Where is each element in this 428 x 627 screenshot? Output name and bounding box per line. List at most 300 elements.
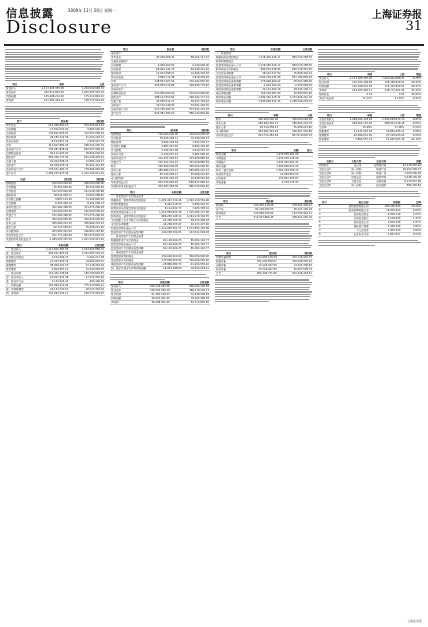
table-cell: 流动负债合计 [110, 156, 148, 160]
table-cell: 1,224,502,668.31 [69, 248, 105, 252]
table-header-cell: 上期 [373, 73, 405, 77]
table-cell: 884,720,338.35 [282, 56, 314, 60]
table-cell: 期末现金余额 [215, 100, 250, 104]
table-cell: 285,664,201.13 [41, 222, 73, 226]
text-line [215, 195, 310, 196]
table-cell: 55.00% [401, 204, 422, 208]
table-cell: 1,122,425.42 [34, 280, 70, 284]
table-cell: 691,230,064.43 [148, 180, 179, 184]
table-cell: 6.59% [405, 134, 422, 138]
table-cell: 财务费用 [318, 138, 341, 142]
table-cell: 投资活动产生的现金流量净额 [110, 246, 155, 250]
table-cell: 应付职工薪酬 [5, 198, 41, 202]
table-row [5, 168, 105, 172]
text-line [215, 110, 312, 111]
table-cell: 165,000,000 [370, 204, 402, 208]
table-cell: 流动资产： [110, 52, 141, 56]
table-cell: 1,002,706,235.95 [250, 76, 281, 80]
table-cell: 5 [318, 220, 330, 224]
table-cell: 管理费用 [5, 264, 34, 268]
text-line [318, 56, 419, 57]
text-line [5, 56, 102, 57]
masthead [4, 3, 424, 43]
table-row [215, 256, 313, 260]
table-cell: 支付的各项税费 [110, 222, 155, 226]
table-cell: 销售费用 [5, 260, 34, 264]
table-header-cell: 项目 [5, 83, 25, 87]
table-cell: 76,205,448.18 [171, 297, 210, 301]
financial-table [215, 252, 313, 276]
table-header-cell: 关联方 [318, 160, 342, 164]
table-cell: 销售商品、提供劳务收到的现金 [110, 198, 155, 202]
table-row [5, 256, 105, 260]
table-cell: 无形资产 [110, 104, 141, 108]
table-cell: 5,981,006.42 [179, 152, 210, 156]
financial-table [318, 114, 422, 142]
table-row [110, 210, 210, 214]
table-cell: 1,289,340,225.21 [250, 96, 281, 100]
table-cell: 1,393,669,512.25 [250, 100, 281, 104]
table-cell: 473,475,266.28 [73, 206, 105, 210]
table-cell: 营业税金及附加 [5, 256, 34, 260]
table-cell: 300,000,000.00 [73, 218, 105, 222]
table-cell: -8.78% [405, 77, 422, 81]
table-cell: 毛利率 [318, 126, 341, 130]
text-line [5, 66, 102, 67]
text-line [5, 61, 104, 62]
table-cell: 营业收入 [5, 86, 25, 90]
table-cell: 6,204,118 [370, 212, 402, 216]
table-cell: 机器设备 [215, 260, 242, 264]
table-row [5, 172, 105, 176]
text-line [5, 108, 104, 109]
table-cell: 70,338,226.59 [171, 293, 210, 297]
table-cell: 股本 [110, 164, 148, 168]
table-cell: 未分配利润 [5, 230, 41, 234]
table-cell: 101,263,442.11 [341, 89, 373, 93]
table-cell: 合计 [215, 272, 242, 276]
table-cell: 1,445,205,118.40 [253, 156, 300, 160]
table-row [5, 238, 105, 242]
table-cell: 应交税费 [110, 148, 148, 152]
table-cell: 1,224,502,668.31 [373, 77, 405, 81]
text-line [5, 68, 101, 69]
table-cell: 合计 [215, 216, 236, 220]
table-cell: 关联企业D [318, 179, 342, 183]
table-cell: 35,668,402.15 [282, 72, 314, 76]
table-cell: 38,902,000.00 [69, 152, 105, 156]
text-line [318, 105, 418, 106]
table-header-cell: 本期金额 [250, 48, 281, 52]
text-line [318, 150, 420, 151]
table-cell: 778,696,955.58 [69, 168, 105, 172]
disclosure-heading: Disclosure [6, 17, 113, 38]
table-cell: 78,225,406.11 [148, 136, 179, 140]
body-text-block [215, 188, 313, 199]
table-cell: 原材料 [215, 204, 236, 208]
text-line [318, 71, 375, 72]
table-cell: 298,441,005.76 [69, 144, 105, 148]
table-cell: 企业年金计划 [330, 232, 369, 236]
table-cell: 986,205,448.12 [155, 214, 183, 218]
table-cell: 0.34 [341, 93, 373, 97]
table-cell: 112,503,206.34 [69, 132, 105, 136]
table-header-cell: 期末数 [242, 252, 277, 256]
text-line [110, 126, 165, 127]
table-row [5, 206, 105, 210]
table-cell: 12,500,000.00 [34, 128, 70, 132]
table-cell: 17,220,381.90 [69, 276, 105, 280]
column-2 [110, 48, 210, 620]
table-cell: 16,383,823.95 [282, 92, 314, 96]
table-cell: 285,664,201.13 [179, 168, 210, 172]
table-cell: 12,464,953.53 [253, 172, 300, 176]
table-cell: 27,118,443.09 [373, 134, 405, 138]
table-cell: 285,664,201.13 [148, 168, 179, 172]
table-cell: 1,315,204,117.46 [182, 210, 210, 214]
table-header-cell: 项目 [215, 252, 242, 256]
table-cell: 应付票据 [5, 186, 41, 190]
table-cell: 应付职工薪酬 [110, 144, 148, 148]
table-row [5, 288, 105, 292]
text-line [215, 250, 269, 251]
table-cell: 312,507,880.45 [34, 144, 70, 148]
table-header-cell: 项目 [110, 129, 148, 133]
table-cell: 30,901,226.55 [175, 104, 210, 108]
table-cell: 214,405,118.33 [242, 256, 277, 260]
text-line [215, 282, 312, 283]
table-cell: 300,000,000.00 [279, 118, 313, 122]
table-cell: 应收账款 [110, 68, 141, 72]
table-cell: 566,402,118.35 [171, 285, 210, 289]
table-cell: 125,408,212.64 [25, 94, 65, 98]
table-cell: 投资活动现金流量净额 [215, 84, 250, 88]
table-header-cell: 项目 [215, 200, 236, 204]
table-cell: 148,553,207.94 [141, 80, 176, 84]
table-cell: 28,906,221.50 [34, 264, 70, 268]
table-cell: 223,458,865.59 [179, 160, 210, 164]
table-cell: 盈余公积 [110, 172, 148, 176]
table-cell: 经营活动现金流出小计 [110, 226, 155, 230]
table-cell: 1,604,557 [370, 232, 402, 236]
table-cell: 880,130,849.60 [175, 112, 210, 116]
table-cell: 房屋及建筑物 [215, 256, 242, 260]
table-cell: 1,204,558,672.10 [373, 118, 405, 122]
table-cell: 关联企业B [318, 171, 342, 175]
table-cell: 1,205,447,310.26 [155, 198, 183, 202]
table-cell: 21,447,903.18 [34, 260, 70, 264]
text-line [318, 148, 421, 149]
table-cell: 合营企业 [342, 179, 363, 183]
page-number: 31 [405, 19, 422, 34]
table-cell: 存货 [110, 80, 141, 84]
table-cell: 投资管理有限公司 [330, 208, 369, 212]
table-cell: 6,118,447.06 [387, 179, 422, 183]
table-row [215, 272, 313, 276]
table-header-cell: 负债 [5, 178, 41, 182]
text-line [318, 155, 418, 156]
table-cell: 175,310,840.21 [373, 85, 405, 89]
table-cell: 572,482,388.55 [41, 214, 73, 218]
text-line [215, 301, 269, 302]
table-cell: 64,118,402.55 [236, 208, 274, 212]
table-header-cell: 项目 [215, 149, 253, 153]
table-cell: 125,408,212.64 [34, 284, 70, 288]
table-cell: 同一控制 [342, 183, 363, 187]
table-cell: 582,446,771.90 [34, 156, 70, 160]
table-cell: 应付账款 [5, 190, 41, 194]
table-cell: -2.50% [405, 126, 422, 130]
table-cell: 7,004,912.33 [69, 140, 105, 144]
table-cell: 6,205,448.19 [41, 202, 73, 206]
financial-table [110, 191, 210, 271]
table-cell: 27,118,443.09 [69, 264, 105, 268]
financial-table [215, 200, 313, 220]
table-row [215, 88, 313, 92]
financial-table [110, 281, 210, 305]
text-line [110, 124, 208, 125]
table-cell: 其他货币资金 [215, 172, 253, 176]
text-line [5, 49, 101, 50]
table-cell: 452,482,388.55 [41, 206, 73, 210]
table-cell: 销售商品收到的现金 [215, 56, 250, 60]
table-cell: 24,718,647.84 [242, 268, 277, 272]
body-text-block [215, 279, 313, 302]
table-row [5, 152, 105, 156]
table-cell: 销售产品 [362, 167, 387, 171]
table-cell: 6,402,118.33 [155, 202, 183, 206]
text-line [215, 243, 309, 244]
text-line [318, 64, 420, 65]
table-cell: 一、经营活动： [215, 52, 250, 56]
table-cell: 1,905,220 [370, 228, 402, 232]
table-cell: 64,208,332.15 [34, 164, 70, 168]
text-line [5, 78, 101, 79]
text-line [215, 296, 310, 297]
table-cell: 1,272,956,401.26 [253, 152, 300, 156]
table-cell: 流动资产合计 [110, 84, 141, 88]
text-line [215, 231, 310, 232]
table-cell: 长期股权投资 [5, 152, 34, 156]
table-cell: 短期借款 [5, 182, 41, 186]
table-cell: 关联企业C [318, 175, 342, 179]
table-cell: 2.07% [401, 212, 422, 216]
table-cell: 1,001,287,552.10 [65, 90, 105, 94]
text-line [215, 240, 310, 241]
table-cell: 15.46% [341, 126, 373, 130]
table-header-cell: 期初数 [275, 200, 313, 204]
table-header-cell: 期末数 [148, 129, 179, 133]
text-line [215, 247, 311, 248]
table-cell: 62,114,558.27 [41, 226, 73, 230]
table-cell: 10,506,334.18 [175, 72, 210, 76]
table-cell: 长期借款 [5, 210, 41, 214]
table-cell: 141,226,305.88 [73, 190, 105, 194]
table-cell: 负债和所有者权益总计 [110, 184, 148, 188]
table-cell: 信托投资公司 [330, 220, 369, 224]
table-cell: 175,310,840.21 [69, 284, 105, 288]
text-line [5, 113, 102, 114]
table-cell: 7,204,335.27 [179, 140, 210, 144]
table-header-cell: 项目 [215, 114, 245, 118]
table-cell: 942,011,803.20 [34, 252, 70, 256]
body-text-block [215, 107, 313, 113]
table-cell: 交易性金融资产 [110, 60, 141, 64]
table-cell: 个人投资者 [330, 228, 369, 232]
table-cell: 资本公积 [5, 222, 41, 226]
table-cell: 320,000,000.00 [182, 258, 210, 262]
financial-table [5, 83, 105, 103]
table-cell: 60,447,205.18 [275, 208, 313, 212]
table-cell: 220,118,402.75 [278, 256, 313, 260]
table-header-cell: 持股数 [370, 201, 402, 205]
table-cell: 133,822,455.67 [253, 176, 300, 180]
table-header-cell: 本期 [341, 73, 373, 77]
body-text-block [318, 240, 422, 246]
table-cell: 经营活动现金流入小计 [215, 64, 250, 68]
table-cell: 本期增加 [215, 156, 253, 160]
table-cell: 1,302,118,554.90 [182, 198, 210, 202]
table-cell: 利润总额 [318, 85, 341, 89]
text-line [110, 279, 165, 280]
table-header-cell: 项目 [110, 48, 141, 52]
table-cell: 263,992,322.44 [41, 230, 73, 234]
table-cell: 0.50 [373, 93, 405, 97]
financial-table [318, 160, 422, 188]
table-cell: 1,324,492,007.41 [253, 160, 300, 164]
text-line [215, 147, 269, 148]
table-cell: 非流动资产合计 [110, 108, 141, 112]
table-cell: 148,772,901.05 [373, 89, 405, 93]
table-cell: 1.07% [401, 220, 422, 224]
table-cell: 未分配利润 [110, 176, 148, 180]
table-row [110, 92, 210, 96]
table-cell: 2 [318, 208, 330, 212]
table-row [5, 252, 105, 256]
table-cell: 331,204,558.67 [242, 260, 277, 264]
table-cell: 270,000,000.00 [155, 258, 183, 262]
table-cell: 购建固定资产支付的现金 [110, 238, 155, 242]
table-cell: 证券投资基金 [330, 212, 369, 216]
table-row [5, 248, 105, 252]
table-cell: 330,649,119.69 [141, 84, 176, 88]
text-line [215, 142, 309, 143]
financial-table [5, 244, 105, 296]
table-cell: 66,902,144.75 [141, 68, 176, 72]
table-cell: 二、营业利润 [5, 272, 34, 276]
table-cell: 2,918,405.63 [175, 76, 210, 80]
table-cell: 148,772,901.05 [69, 292, 105, 296]
table-cell: 1.37% [401, 216, 422, 220]
table-cell: 101,263,442.11 [25, 98, 65, 102]
text-line [318, 68, 418, 69]
table-cell: 58,225,406.18 [182, 218, 210, 222]
table-row [110, 108, 210, 112]
table-cell: 210,000,000.00 [141, 92, 176, 96]
table-cell: 55,408,221.40 [179, 172, 210, 176]
table-row [215, 92, 313, 96]
table-cell: 285,664,201.13 [245, 122, 279, 126]
table-cell: 109,058,709.65 [155, 230, 183, 234]
table-row [215, 180, 313, 184]
table-cell: 一、经营活动产生的现金流量： [110, 194, 155, 198]
table-cell: 62,114,558.27 [148, 172, 179, 176]
table-cell: 保险资产管理 [330, 224, 369, 228]
table-header-cell: 上期 [373, 114, 405, 118]
table-cell: 在建工程 [5, 160, 34, 164]
table-cell: 资产总计 [5, 172, 34, 176]
table-row [215, 56, 313, 60]
table-cell: 45,300,000.00 [41, 186, 73, 190]
table-cell: 7 [318, 228, 330, 232]
table-cell: 经营活动现金流入小计 [110, 210, 155, 214]
table-header-cell: 交易内容 [362, 160, 387, 164]
table-cell: 101,263,442.11 [34, 292, 70, 296]
table-cell: 所有者权益合计 [110, 180, 148, 184]
table-cell: 购买商品支付的现金 [215, 68, 250, 72]
table-cell: 656,671,984.01 [179, 180, 210, 184]
body-text-block [5, 49, 105, 81]
text-line [318, 54, 420, 55]
table-header-cell: 上期金额 [282, 48, 314, 52]
body-text-block [318, 105, 422, 113]
table-cell: 30,115,448.92 [141, 104, 176, 108]
section-title: 信息披露 [6, 7, 54, 20]
body-text-block [215, 223, 313, 250]
table-row [215, 76, 313, 80]
table-cell: 其他应付款 [110, 152, 148, 156]
table-cell: 1,289,340,225.21 [282, 100, 314, 104]
table-cell: 18,054,188.69 [155, 266, 183, 270]
table-cell: 流动资产合计 [5, 148, 34, 152]
text-line [215, 294, 311, 295]
table-cell: 118,204,336.47 [275, 204, 313, 208]
table-cell: 110,323,196.68 [34, 272, 70, 276]
table-cell: 所有者权益合计 [215, 134, 245, 138]
table-cell: 盈余公积 [215, 126, 245, 130]
table-cell: -2,104,558.34 [282, 84, 314, 88]
table-cell: 139,402,655.40 [175, 80, 210, 84]
text-line [318, 112, 375, 113]
text-line [318, 109, 420, 110]
table-cell: 880,130,849.60 [179, 184, 210, 188]
table-cell: 119,789,464.11 [275, 212, 313, 216]
table-cell: -32.00% [405, 93, 422, 97]
table-cell: 64,774,630.95 [171, 301, 210, 305]
table-cell: 四、现金及现金等价物净增加额 [110, 266, 155, 270]
text-line [215, 287, 310, 288]
text-line [5, 76, 102, 77]
table-cell: 主营业务成本 [318, 122, 341, 126]
table-cell: 所有者权益合计 [5, 234, 41, 238]
text-line [5, 80, 60, 81]
table-cell: 11.11% [341, 97, 373, 101]
text-line [215, 289, 309, 290]
table-row [215, 96, 313, 100]
body-text-block [5, 106, 105, 119]
table-cell: -70,115,402.18 [250, 88, 281, 92]
table-cell: 减：所得税费用 [5, 288, 34, 292]
table-cell: 5,604,118.20 [179, 144, 210, 148]
table-cell: 14,503,288.65 [73, 194, 105, 198]
table-cell: 偿还债务支付的现金 [110, 258, 155, 262]
table-cell: 期末余额 [215, 164, 253, 168]
text-line [318, 157, 375, 158]
text-line [215, 223, 309, 224]
text-line [5, 59, 101, 60]
table-cell: 1,219,963,931.36 [155, 210, 183, 214]
text-line [318, 245, 375, 246]
